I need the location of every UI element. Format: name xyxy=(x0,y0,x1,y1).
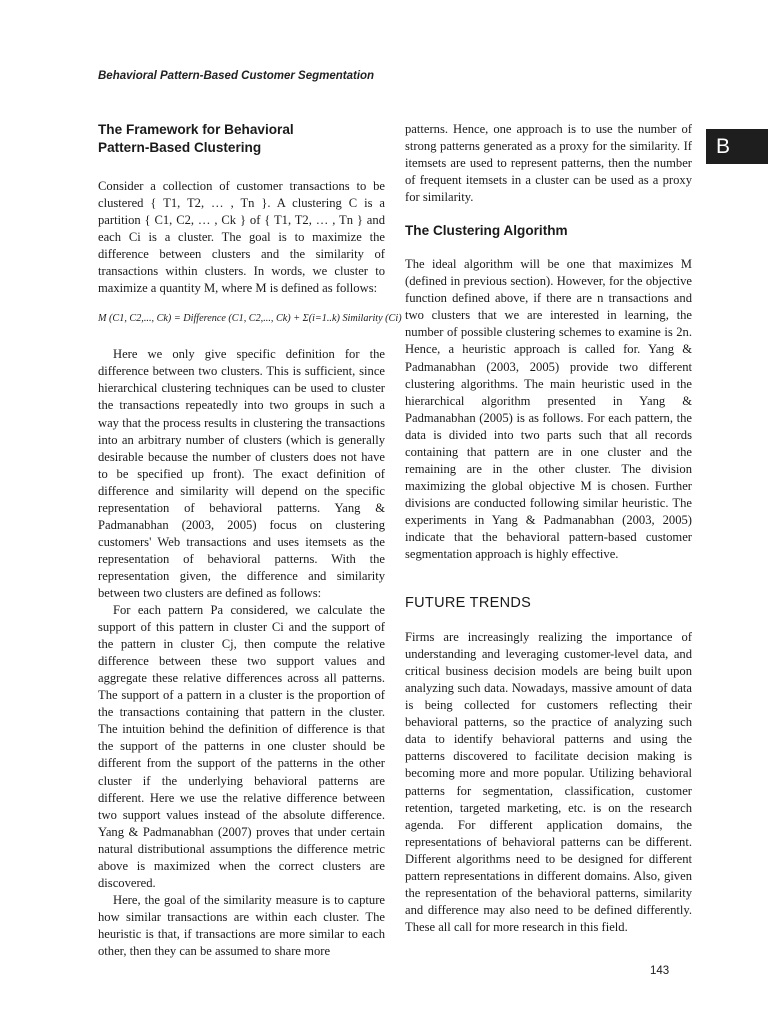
framework-paragraph-4: Here, the goal of the similarity measure is to capture how similar transactions are within each cluster. The heuristic is that, if transactions are more similar to each other, then they can be assumed to share more xyxy=(98,892,385,958)
future-trends-paragraph: Firms are increasingly realizing the importance of understanding and leveraging customer-level data, and critical business decision models are being built upon analyzing such data. Nowadays, massive amount of data is being collected for customers reflecting their behavioral patterns, so the practice of analyzing such data to identify behavioral patterns and using the patterns discovered to facilitate decision making is becoming more and more popular. Utilizing behavioral patterns for segmentation, classification, customer retention, targeted marketing, etc. is on the research agenda. For different application domains, the representations of behavioral patterns can be different. Different algorithms need to be designed for different pattern representations in different domains. Also, given the representation of the behavioral patterns, similarity and difference may also need to be defined differently. These all call for more research in this field. xyxy=(405,630,692,934)
right-column xyxy=(405,121,692,936)
page-number: 143 xyxy=(650,965,670,977)
clustering-algorithm-heading: The Clustering Algorithm xyxy=(405,223,568,239)
future-trends-heading: FUTURE TRENDS xyxy=(405,595,532,612)
left-column xyxy=(98,121,402,960)
framework-paragraph-3: For each pattern Pa considered, we calculate the support of this pattern in cluster Ci and the support of the pattern in cluster Cj, then compute the relative difference between these two support values and aggregate these relative differences across all patterns. The support of a pattern in a cluster is the proportion of the transactions containing that pattern in the cluster. The intuition behind the definition of difference is that the support of the patterns in one cluster should be different from the support of the patterns in the other cluster if the underlying behavioral patterns are different. Here we use the relative difference between two support values instead of the absolute difference. Yang & Padmanabhan (2007) proves that under certain natural distributional assumptions the difference metric above is maximized when the correct clusters are discovered. xyxy=(98,603,385,890)
running-header: Behavioral Pattern-Based Customer Segmentation xyxy=(98,70,375,82)
similarity-paragraph: patterns. Hence, one approach is to use the number of strong patterns generated as a proxy for the similarity. If itemsets are used to represent patterns, then the number of frequent itemsets in a cluster can be used as a proxy for similarity. xyxy=(405,122,692,205)
section-tab: B xyxy=(706,129,768,164)
framework-paragraph-1: Consider a collection of customer transactions to be clustered { T1, T2, … , Tn }. A clustering C is a partition { C1, C2, … , Ck } of { T1, T2, … , Tn } and each Ci is a cluster. The goal is to maximize the difference between clusters and the similarity of transactions within clusters. In words, we cluster to maximize a quantity M, where M is defined as follows: xyxy=(98,179,385,296)
framework-heading: The Framework for Behavioral Pattern-Based Clustering xyxy=(98,122,294,155)
clustering-algorithm-paragraph: The ideal algorithm will be one that maximizes M (defined in previous section). However, for the objective function defined above, if there are n transactions and two clusters that we are interested in learning, the number of possible clustering schemes to examine is 2n. Hence, a heuristic approach is called for. Yang & Padmanabhan (2003, 2005) provide two different clustering algorithms. The main heuristic used in the hierarchical algorithm presented in Yang & Padmanabhan (2005) is as follows. For each pattern, the data is divided into two parts such that all records containing that pattern are in one cluster and the remaining are in the other cluster. The division maximizing the global objective M is chosen. Further divisions are conducted following similar heuristic. The experiments in Yang & Padmanabhan (2003, 2005) indicate that the behavioral pattern-based customer segmentation approach is highly effective. xyxy=(405,257,692,562)
framework-paragraph-2: Here we only give specific definition for the difference between two clusters. This is sufficient, since hierarchical clustering techniques can be used to cluster the transactions repeatedly into two groups in such a way that the process results in clustering the transactions into an arbitrary number of clusters (which is generally desirable because the number of clusters does not have to be specified up front). The exact definition of difference and similarity will depend on the specific representation of behavioral patterns. Yang & Padmanabhan (2003, 2005) focus on clustering customers' Web transactions and uses itemsets as the representation of behavioral patterns. With the representation given, the difference and similarity between two clusters are defined as follows: xyxy=(98,347,385,600)
objective-equation: M (C1, C2,..., Ck) = Difference (C1, C2,..., Ck) + Σ(i=1..k) Similarity (Ci) xyxy=(98,313,402,325)
